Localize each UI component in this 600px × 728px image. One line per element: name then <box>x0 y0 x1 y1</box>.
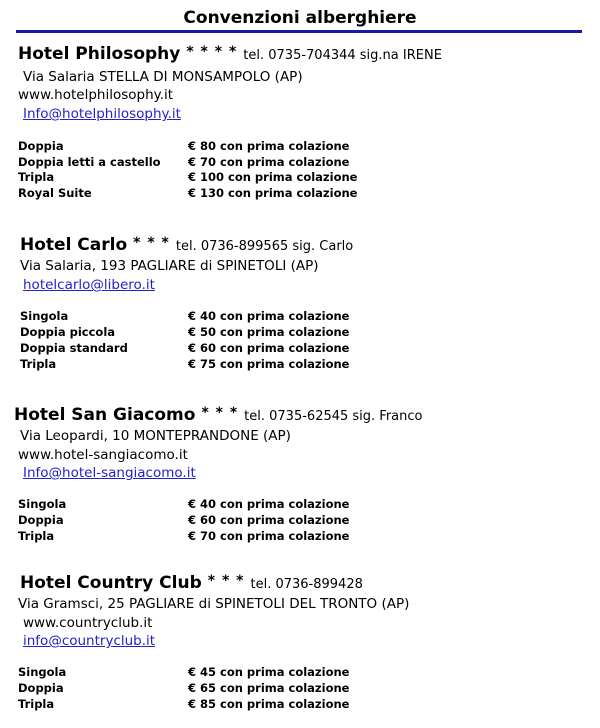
hotel-email-link[interactable]: Info@hotel-sangiacomo.it <box>23 465 196 481</box>
hotel-name: Hotel Country Club <box>20 573 202 593</box>
rate-price: € 80 con prima colazione <box>188 139 350 153</box>
hotel-email-link[interactable]: info@countryclub.it <box>23 633 156 649</box>
hotel-header <box>14 405 423 425</box>
hotel-stars: * * * * <box>186 44 238 60</box>
rate-room: Royal Suite <box>18 186 92 200</box>
rate-room: Singola <box>20 309 69 323</box>
hotel-stars: * * * <box>201 405 239 421</box>
rate-room: Tripla <box>18 170 55 184</box>
hotel-email-link[interactable]: hotelcarlo@libero.it <box>23 277 155 293</box>
hotel-email-link[interactable]: Info@hotelphilosophy.it <box>23 106 181 122</box>
hotel-contact: tel. 0735-704344 sig.na IRENE <box>243 48 442 63</box>
rate-price: € 100 con prima colazione <box>188 170 358 184</box>
rate-price: € 40 con prima colazione <box>188 309 350 323</box>
rate-room: Tripla <box>20 357 57 371</box>
hotel-contact: tel. 0736-899428 <box>250 577 363 592</box>
hotel-website[interactable]: www.hotelphilosophy.it <box>18 87 174 103</box>
hotel-website[interactable]: www.hotel-sangiacomo.it <box>18 447 188 463</box>
page-title: Convenzioni alberghiere <box>183 8 417 28</box>
hotel-website[interactable]: www.countryclub.it <box>23 615 153 631</box>
hotel-address: Via Leopardi, 10 MONTEPRANDONE (AP) <box>20 428 291 444</box>
hotel-name: Hotel San Giacomo <box>14 405 196 425</box>
rate-price: € 50 con prima colazione <box>188 325 350 339</box>
hotel-address: Via Salaria STELLA DI MONSAMPOLO (AP) <box>23 69 303 85</box>
rate-room: Doppia <box>18 139 64 153</box>
rate-price: € 40 con prima colazione <box>188 497 350 511</box>
rate-price: € 70 con prima colazione <box>188 155 350 169</box>
rate-price: € 45 con prima colazione <box>188 665 350 679</box>
rate-price: € 85 con prima colazione <box>188 697 350 711</box>
hotel-stars: * * * <box>207 573 245 589</box>
rate-room: Doppia piccola <box>20 325 116 339</box>
rate-room: Tripla <box>18 529 55 543</box>
hotel-contact: tel. 0736-899565 sig. Carlo <box>175 239 354 254</box>
rate-price: € 130 con prima colazione <box>188 186 358 200</box>
hotel-stars: * * * <box>133 235 170 251</box>
hotel-name: Hotel Philosophy <box>18 44 181 64</box>
rate-room: Doppia letti a castello <box>18 155 161 169</box>
rate-price: € 60 con prima colazione <box>188 513 350 527</box>
rate-room: Singola <box>18 665 67 679</box>
hotel-address: Via Gramsci, 25 PAGLIARE di SPINETOLI DEL TRONTO (AP) <box>18 596 410 612</box>
title-divider <box>16 30 582 33</box>
rate-room: Tripla <box>18 697 55 711</box>
hotel-header <box>20 573 363 593</box>
rate-room: Doppia standard <box>20 341 128 355</box>
rate-price: € 65 con prima colazione <box>188 681 350 695</box>
hotel-address: Via Salaria, 193 PAGLIARE di SPINETOLI (AP) <box>20 258 319 274</box>
rate-price: € 75 con prima colazione <box>188 357 350 371</box>
hotel-contact: tel. 0735-62545 sig. Franco <box>244 409 423 424</box>
rate-price: € 60 con prima colazione <box>188 341 350 355</box>
hotel-header <box>18 44 442 64</box>
rate-room: Doppia <box>18 681 64 695</box>
rate-price: € 70 con prima colazione <box>188 529 350 543</box>
rate-room: Singola <box>18 497 67 511</box>
rate-room: Doppia <box>18 513 64 527</box>
hotel-name: Hotel Carlo <box>20 235 128 255</box>
hotel-header <box>20 235 353 255</box>
